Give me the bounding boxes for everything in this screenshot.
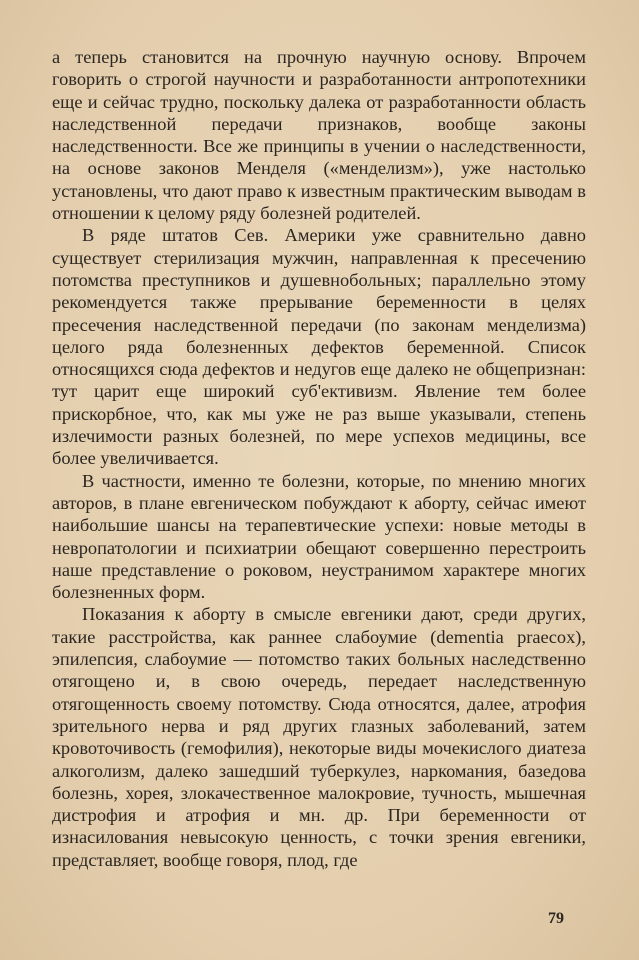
paragraph-4: Показания к аборту в смысле евгеники дают, среди других, такие расстройства, как раннее слабоумие (dementia praecox), эпилепсия, слабоумие — потомство таких больных наследственно отягощено и, в свою очередь, передает наследственную отягощенность своему потомству. Сюда относятся, далее, атрофия зрительного нерва и ряд других глазных заболеваний, затем кровоточивость (гемофилия), некоторые виды мочекислого диатеза алкоголизм, далеко зашедший туберкулез, наркомания, базедова болезнь, хорея, злокачественное малокровие, тучность, мышечная дистрофия и атрофия и мн. др. При беременности от изнасилования невысокую ценность, с точки зрения евгеники, представляет, вообще говоря, плод, где	[52, 604, 586, 870]
paragraph-3: В частности, именно те болезни, которые, по мнению многих авторов, в плане евгеническом побуждают к аборту, сейчас имеют наибольшие шансы на терапевтические успехи: новые методы в невропатологии и психиатрии обещают совершенно перестроить наше представление о роковом, неустранимом характере многих болезненных форм.	[52, 470, 586, 603]
body-text	[52, 46, 586, 871]
page-number: 79	[548, 910, 564, 927]
paragraph-2: В ряде штатов Сев. Америки уже сравнительно давно существует стерилизация мужчин, направленная к пресечению потомства преступников и душевнобольных; параллельно этому рекомендуется также прерывание беременности в целях пресечения наследственной передачи (по законам менделизма) целого ряда болезненных дефектов беременной. Список относящихся сюда дефектов и недугов еще далеко не общепризнан: тут царит еще широкий суб'ективизм. Явление тем более прискорбное, что, как мы уже не раз выше указывали, степень излечимости разных болезней, по мере успехов медицины, все более увеличивается.	[52, 225, 586, 469]
paragraph-1: а теперь становится на прочную научную основу. Впрочем говорить о строгой научности и разработанности антропотехники еще и сейчас трудно, поскольку далека от разработанности область наследственной передачи признаков, вообще законы наследственности. Все же принципы в учении о наследственности, на основе законов Менделя («менделизм»), уже настолько установлены, что дают право к известным практическим выводам в отношении к целому ряду болезней родителей.	[52, 47, 586, 224]
